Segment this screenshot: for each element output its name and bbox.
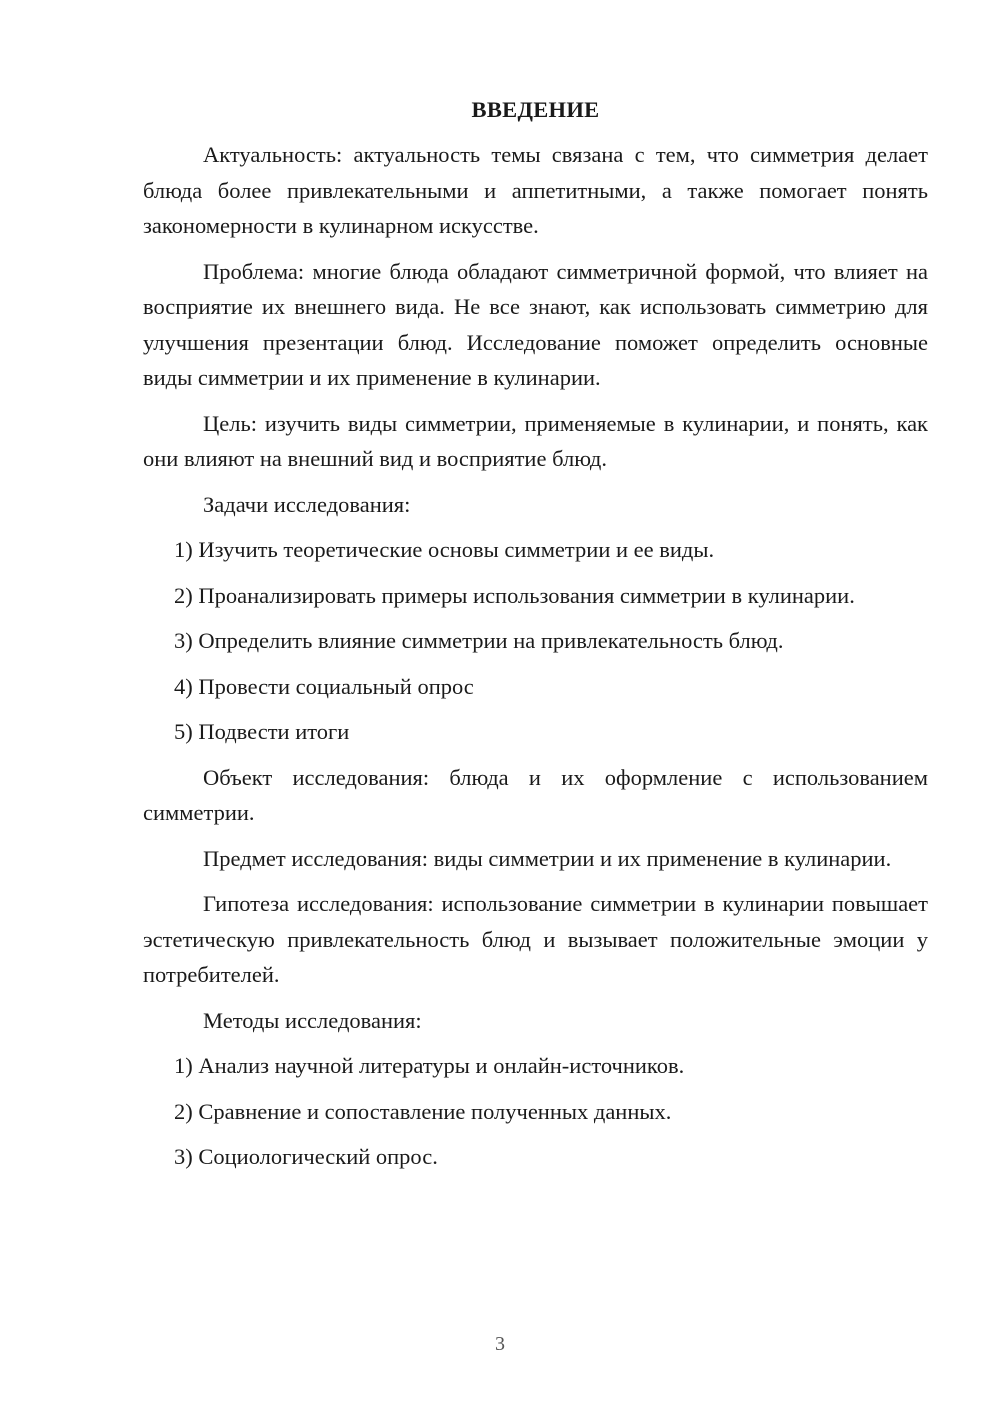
task-item: 2) Проанализировать примеры использования симметрии в кулинарии. [174,582,855,608]
page-number: 3 [495,1333,505,1355]
task-item: 4) Провести социальный опрос [174,673,474,699]
object-paragraph: Объект исследования: блюда и их оформление с использованием симметрии. [143,764,928,825]
method-item: 2) Сравнение и сопоставление полученных данных. [174,1098,672,1124]
task-item: 1) Изучить теоретические основы симметрии и ее виды. [174,537,715,562]
page-title: ВВЕДЕНИЕ [471,97,600,122]
hypothesis-paragraph: Гипотеза исследования: использование симметрии в кулинарии повышает эстетическую привлекательность блюд и вызывает положительные эмоции у потребителей. [143,891,928,987]
goal-paragraph: Цель: изучить виды симметрии, применяемые в кулинарии, и понять, как они влияют на внешний вид и восприятие блюд. [143,410,928,471]
tasks-heading: Задачи исследования: [203,491,411,517]
task-item: 3) Определить влияние симметрии на привлекательность блюд. [174,628,784,653]
problem-paragraph: Проблема: многие блюда обладают симметричной формой, что влияет на восприятие их внешнего вида. Не все знают, как использовать симметрию для улучшения презентации блюд. Исследование поможет определить основные виды симметрии и их применение в кулинарии. [143,258,928,390]
page-content [143,92,928,1185]
methods-heading: Методы исследования: [203,1007,422,1033]
relevance-paragraph: Актуальность: актуальность темы связана с тем, что симметрия делает блюда более привлекательными и аппетитными, а также помогает понять закономерности в кулинарном искусстве. [143,142,928,238]
subject-paragraph: Предмет исследования: виды симметрии и их применение в кулинарии. [203,845,892,871]
task-item: 5) Подвести итоги [174,719,350,744]
method-item: 1) Анализ научной литературы и онлайн-источников. [174,1053,685,1078]
method-item: 3) Социологический опрос. [174,1144,438,1169]
